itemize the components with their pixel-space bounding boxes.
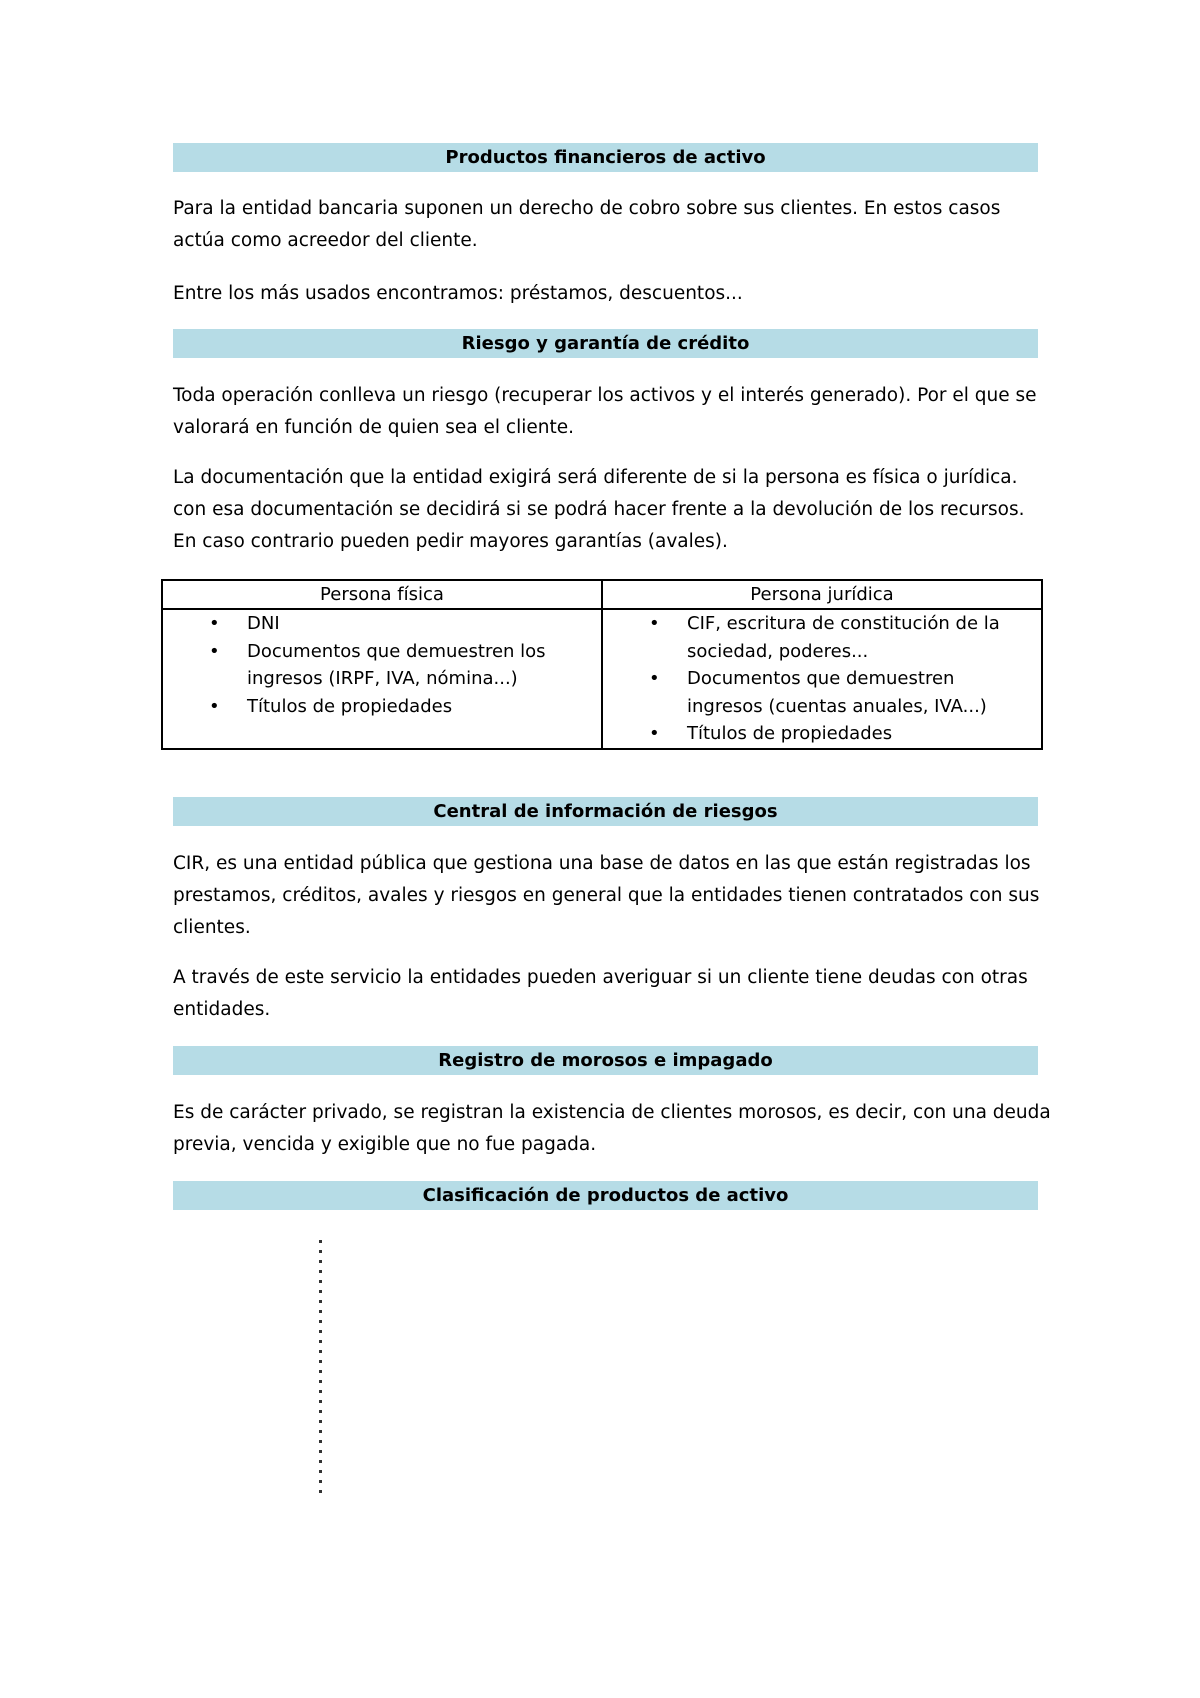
- table-header-cell: Persona jurídica: [602, 580, 1042, 609]
- list-item: [603, 610, 1041, 665]
- bullet-icon: •: [649, 668, 660, 689]
- table-header-row: [162, 580, 1042, 609]
- list-item-text: DNI: [247, 613, 280, 634]
- paragraph: Entre los más usados encontramos: préstamos, descuentos...: [173, 283, 743, 304]
- section-heading: Riesgo y garantía de crédito: [173, 329, 1038, 358]
- paragraph: Para la entidad bancaria suponen un derecho de cobro sobre sus clientes. En estos casos actúa como acreedor del cliente.: [173, 198, 1001, 251]
- section-heading: Productos financieros de activo: [173, 143, 1038, 172]
- table-cell: [162, 609, 602, 749]
- bullet-icon: •: [209, 613, 220, 634]
- dotted-line-artifact: [318, 1240, 324, 1502]
- list-item-text: CIF, escritura de constitución de la sociedad, poderes...: [687, 613, 1000, 662]
- bullet-icon: •: [209, 695, 220, 717]
- list-item: [163, 638, 601, 693]
- paragraph: Toda operación conlleva un riesgo (recuperar los activos y el interés generado). Por el que se valorará en función de quien sea el cliente.: [173, 385, 1037, 438]
- table-row: [162, 609, 1042, 749]
- section-heading: Registro de morosos e impagado: [173, 1046, 1038, 1075]
- list-item-text: Documentos que demuestren los ingresos (IRPF, IVA, nómina...): [247, 640, 546, 689]
- list-item: [603, 720, 1041, 748]
- list-item-text: Títulos de propiedades: [247, 695, 453, 717]
- paragraph: CIR, es una entidad pública que gestiona una base de datos en las que están registradas los prestamos, créditos, avales y riesgos en general que la entidades tienen contratados con sus clientes.: [173, 853, 1040, 938]
- section-heading: Central de información de riesgos: [173, 797, 1038, 826]
- bullet-icon: •: [649, 723, 660, 744]
- table-cell: [602, 609, 1042, 749]
- table-header-cell: Persona física: [162, 580, 602, 609]
- section-heading: Clasificación de productos de activo: [173, 1181, 1038, 1210]
- list-item: [163, 693, 601, 721]
- bullet-list: [163, 610, 601, 720]
- bullet-icon: •: [209, 640, 220, 662]
- list-item-text: Documentos que demuestren ingresos (cuentas anuales, IVA...): [687, 668, 987, 717]
- bullet-icon: •: [649, 613, 660, 634]
- list-item: [603, 665, 1041, 720]
- list-item-text: Títulos de propiedades: [687, 723, 893, 744]
- paragraph: A través de este servicio la entidades pueden averiguar si un cliente tiene deudas con otras entidades.: [173, 967, 1028, 1020]
- paragraph: La documentación que la entidad exigirá será diferente de si la persona es física o jurídica. con esa documentación se decidirá si se podrá hacer frente a la devolución de los recursos. En caso contrario pueden pedir mayores garantías (avales).: [173, 467, 1025, 552]
- documentation-table: [161, 579, 1043, 750]
- list-item: [163, 610, 601, 638]
- paragraph: Es de carácter privado, se registran la existencia de clientes morosos, es decir, con una deuda previa, vencida y exigible que no fue pagada.: [173, 1102, 1051, 1155]
- bullet-list: [603, 610, 1041, 748]
